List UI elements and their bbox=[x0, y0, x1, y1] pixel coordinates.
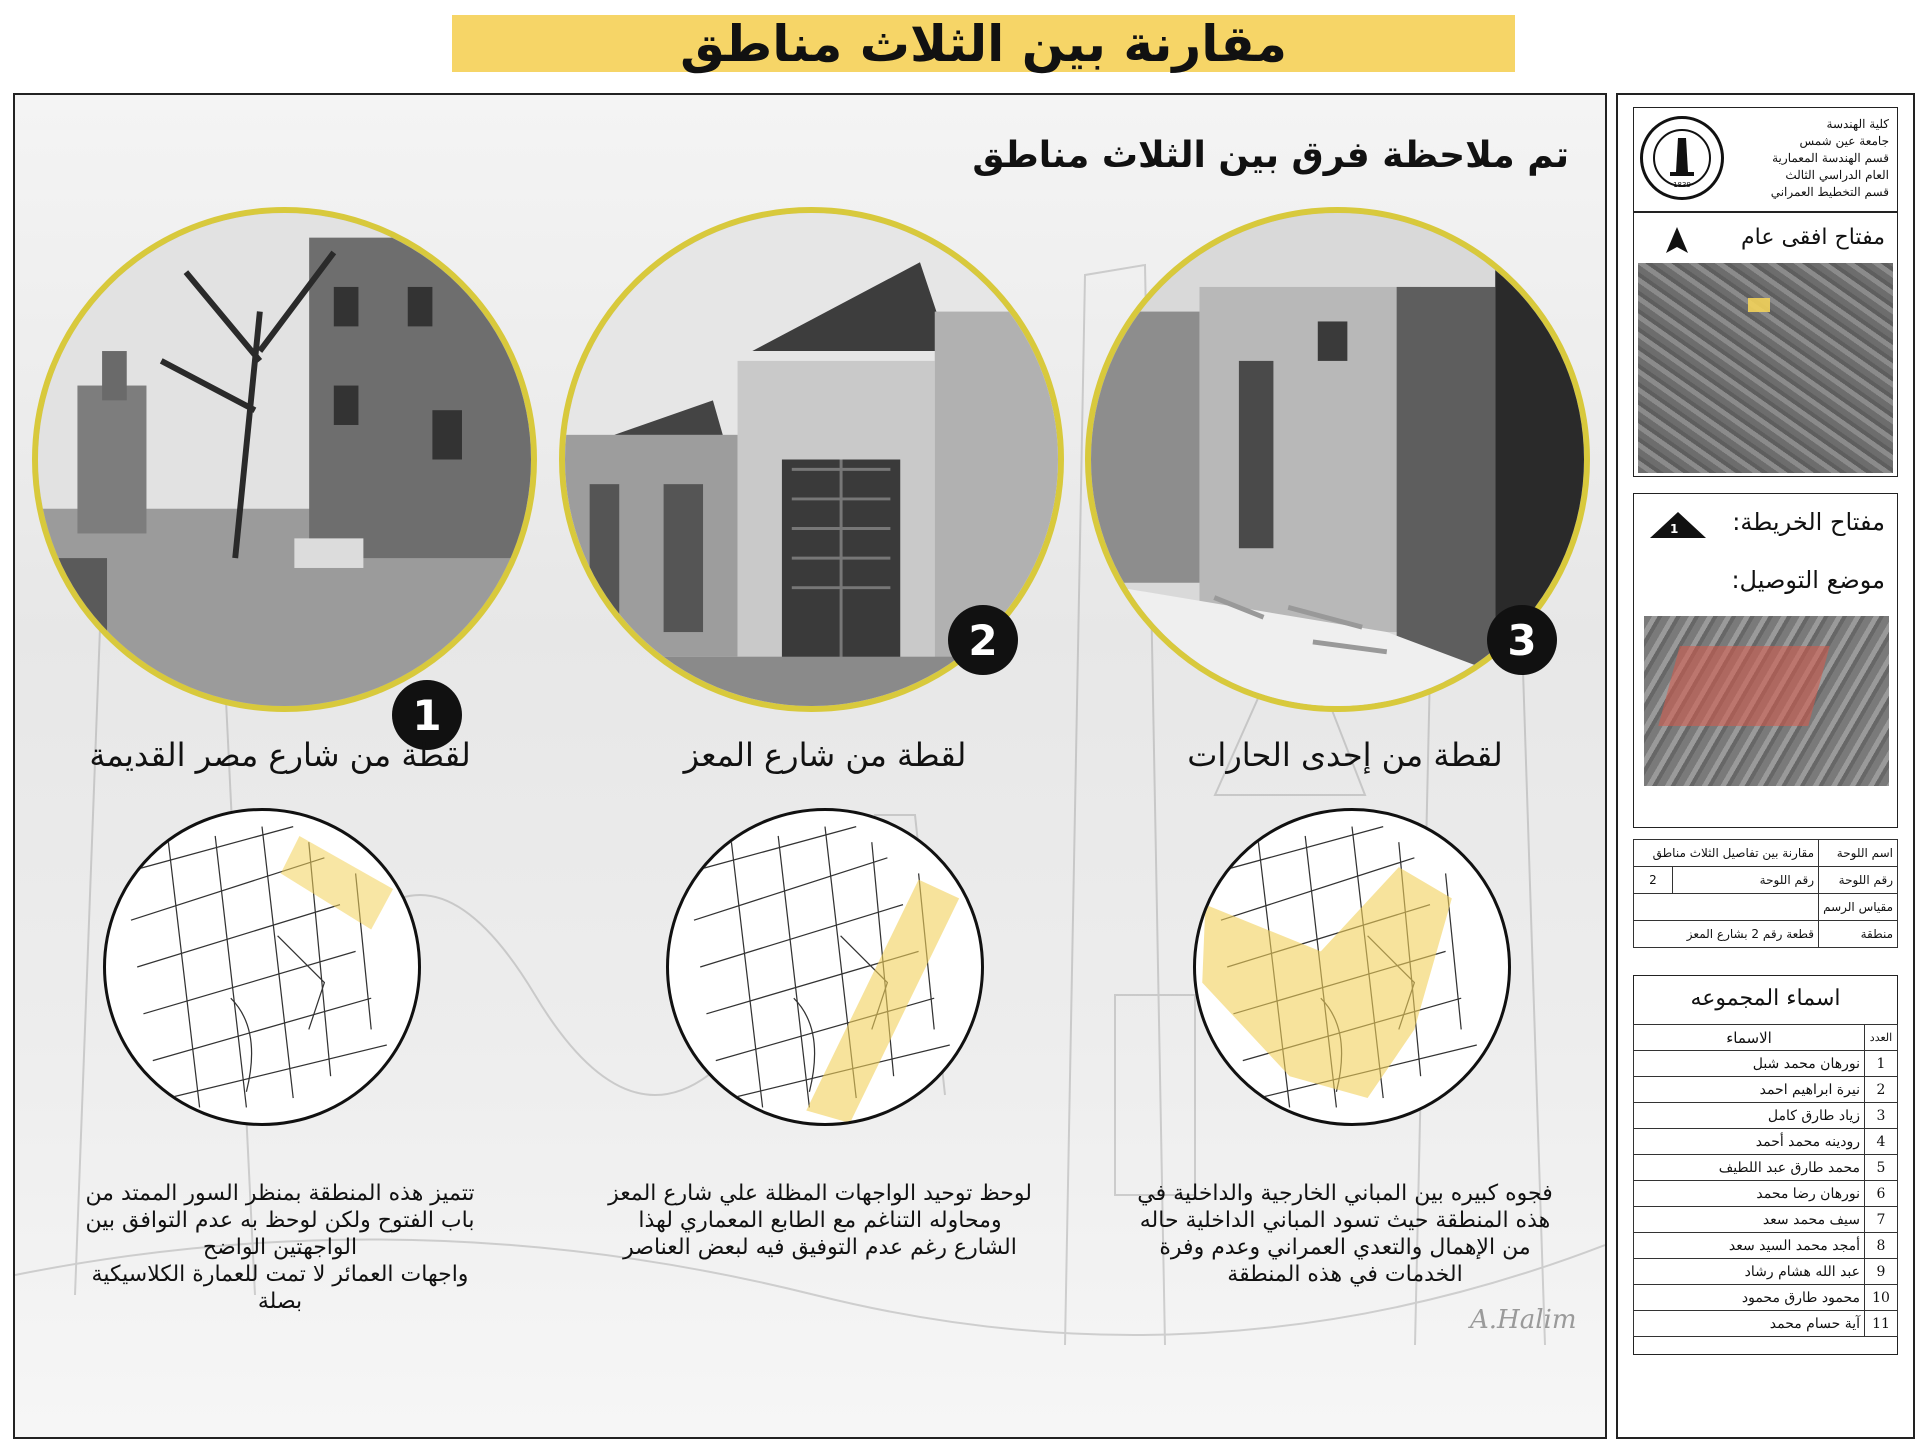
connection-position-map bbox=[1644, 616, 1889, 786]
member-number: 9 bbox=[1865, 1259, 1898, 1285]
description-3-line: فجوه كبيره بين المباني الخارجية والداخلية في bbox=[1137, 1181, 1553, 1206]
badge-number-1: 1 bbox=[392, 680, 462, 750]
logo-emblem-icon bbox=[1652, 128, 1712, 188]
member-number: 8 bbox=[1865, 1233, 1898, 1259]
description-3-line: هذه المنطقة حيث تسود المباني الداخلية حاله bbox=[1139, 1208, 1551, 1233]
description-1-line: واجهات العمائر لا تمت للعمارة الكلاسيكية bbox=[91, 1262, 469, 1287]
side-panel bbox=[1616, 93, 1915, 1439]
member-name: نورهان رضا محمد bbox=[1634, 1181, 1865, 1207]
info-value: قطعة رقم 2 بشارع المعز bbox=[1634, 921, 1819, 948]
north-arrow-icon bbox=[1664, 225, 1690, 255]
map-old-cairo-street bbox=[103, 808, 421, 1126]
university-logo bbox=[1640, 116, 1724, 200]
map-key-box bbox=[1633, 493, 1898, 828]
photo-old-cairo-street bbox=[32, 207, 537, 712]
university-line: كلية الهندسة bbox=[1826, 117, 1889, 131]
info-value bbox=[1634, 894, 1819, 921]
description-2-line: الشارع رغم عدم التوفيق فيه لبعض العناصر bbox=[623, 1235, 1017, 1260]
member-row bbox=[1634, 1051, 1898, 1077]
member-row bbox=[1634, 1155, 1898, 1181]
description-3 bbox=[1095, 1180, 1595, 1288]
info-row bbox=[1634, 840, 1898, 867]
map-muizz-street bbox=[666, 808, 984, 1126]
description-1-line: بصلة bbox=[257, 1289, 303, 1314]
member-row bbox=[1634, 1233, 1898, 1259]
info-row bbox=[1634, 921, 1898, 948]
member-row bbox=[1634, 1103, 1898, 1129]
member-row bbox=[1634, 1129, 1898, 1155]
page-title: مقارنة بين الثلاث مناطق bbox=[680, 14, 1287, 73]
member-name: أمجد محمد السيد سعد bbox=[1634, 1233, 1865, 1259]
drawing-info-table bbox=[1633, 839, 1898, 948]
info-label: منطقة bbox=[1819, 921, 1898, 948]
general-key-map bbox=[1638, 263, 1893, 473]
member-number: 1 bbox=[1865, 1051, 1898, 1077]
caption-photo-2: لقطة من شارع المعز bbox=[683, 736, 967, 774]
member-name: زياد طارق كامل bbox=[1634, 1103, 1865, 1129]
names-header: الاسماء bbox=[1634, 1025, 1865, 1051]
description-2-line: لوحظ توحيد الواجهات المظلة علي شارع المعز bbox=[608, 1181, 1032, 1206]
description-1-line: تتميز هذه المنطقة بمنظر السور الممتد من bbox=[85, 1181, 475, 1206]
info-label: مقياس الرسم bbox=[1819, 894, 1898, 921]
info-extra: 2 bbox=[1634, 867, 1673, 894]
member-number: 7 bbox=[1865, 1207, 1898, 1233]
member-number: 6 bbox=[1865, 1181, 1898, 1207]
count-header: العدد bbox=[1865, 1025, 1898, 1051]
member-name: محمد طارق عبد اللطيف bbox=[1634, 1155, 1865, 1181]
description-2 bbox=[570, 1180, 1070, 1261]
member-name: محمود طارق محمود bbox=[1634, 1285, 1865, 1311]
group-members-table bbox=[1633, 1024, 1898, 1051]
member-row bbox=[1634, 1259, 1898, 1285]
info-value: مقارنة بين تفاصيل الثلاث مناطق bbox=[1634, 840, 1819, 867]
subheading: تم ملاحظة فرق بين الثلاث مناطق bbox=[972, 135, 1569, 176]
university-lines bbox=[1771, 116, 1889, 201]
university-line: قسم التخطيط العمراني bbox=[1770, 185, 1889, 199]
group-title: اسماء المجموعه bbox=[1690, 986, 1841, 1011]
description-1 bbox=[45, 1180, 515, 1315]
info-label: اسم اللوحة bbox=[1819, 840, 1898, 867]
info-row bbox=[1634, 867, 1898, 894]
member-number: 3 bbox=[1865, 1103, 1898, 1129]
main-panel bbox=[13, 93, 1607, 1439]
member-number: 5 bbox=[1865, 1155, 1898, 1181]
group-names-box bbox=[1633, 975, 1898, 1355]
member-name: سيف محمد سعد bbox=[1634, 1207, 1865, 1233]
artist-signature: A.Halim bbox=[1470, 1305, 1577, 1335]
university-line: جامعة عين شمس bbox=[1799, 134, 1889, 148]
info-value: رقم اللوحة bbox=[1673, 867, 1819, 894]
member-row bbox=[1634, 1077, 1898, 1103]
member-name: نيرة ابراهيم احمد bbox=[1634, 1077, 1865, 1103]
member-name: عبد الله هشام رشاد bbox=[1634, 1259, 1865, 1285]
member-row bbox=[1634, 1207, 1898, 1233]
member-row bbox=[1634, 1285, 1898, 1311]
map-key-number: 1 bbox=[1670, 522, 1679, 536]
university-line: قسم الهندسة المعمارية bbox=[1772, 151, 1889, 165]
member-name: آية حسام محمد bbox=[1634, 1311, 1865, 1337]
badge-number-2: 2 bbox=[948, 605, 1018, 675]
member-number: 4 bbox=[1865, 1129, 1898, 1155]
map-key-label: مفتاح الخريطة: bbox=[1732, 508, 1885, 536]
info-row bbox=[1634, 894, 1898, 921]
connection-position-label: موضع التوصيل: bbox=[1731, 566, 1885, 594]
info-label: رقم اللوحة bbox=[1819, 867, 1898, 894]
names-header-row bbox=[1634, 1025, 1898, 1051]
logo-year: 1839 bbox=[1673, 181, 1691, 189]
member-number: 11 bbox=[1865, 1311, 1898, 1337]
title-banner bbox=[452, 15, 1515, 72]
connection-position-highlight bbox=[1658, 646, 1829, 726]
member-row bbox=[1634, 1311, 1898, 1337]
general-key-marker bbox=[1748, 298, 1770, 312]
member-name: نورهان محمد شبل bbox=[1634, 1051, 1865, 1077]
university-header-box bbox=[1633, 107, 1898, 212]
description-1-line: باب الفتوح ولكن لوحظ به عدم التوافق بين bbox=[85, 1208, 475, 1233]
description-2-line: ومحاوله التناغم مع الطابع المعماري لهذا bbox=[638, 1208, 1002, 1233]
badge-number-3: 3 bbox=[1487, 605, 1557, 675]
description-3-line: الخدمات في هذه المنطقة bbox=[1227, 1262, 1463, 1287]
caption-photo-1: لقطة من شارع مصر القديمة bbox=[89, 736, 471, 774]
map-alley bbox=[1193, 808, 1511, 1126]
caption-photo-3: لقطة من إحدى الحارات bbox=[1187, 736, 1503, 774]
group-members-list bbox=[1633, 1050, 1898, 1337]
member-number: 2 bbox=[1865, 1077, 1898, 1103]
general-key-label: مفتاح افقى عام bbox=[1741, 225, 1885, 250]
general-key-box bbox=[1633, 212, 1898, 477]
description-1-line: الواجهتين الواضح bbox=[202, 1235, 358, 1260]
university-line: العام الدراسي الثالث bbox=[1785, 168, 1889, 182]
member-row bbox=[1634, 1181, 1898, 1207]
member-name: رودينه محمد أحمد bbox=[1634, 1129, 1865, 1155]
member-number: 10 bbox=[1865, 1285, 1898, 1311]
description-3-line: من الإهمال والتعدي العمراني وعدم وفرة bbox=[1159, 1235, 1531, 1260]
